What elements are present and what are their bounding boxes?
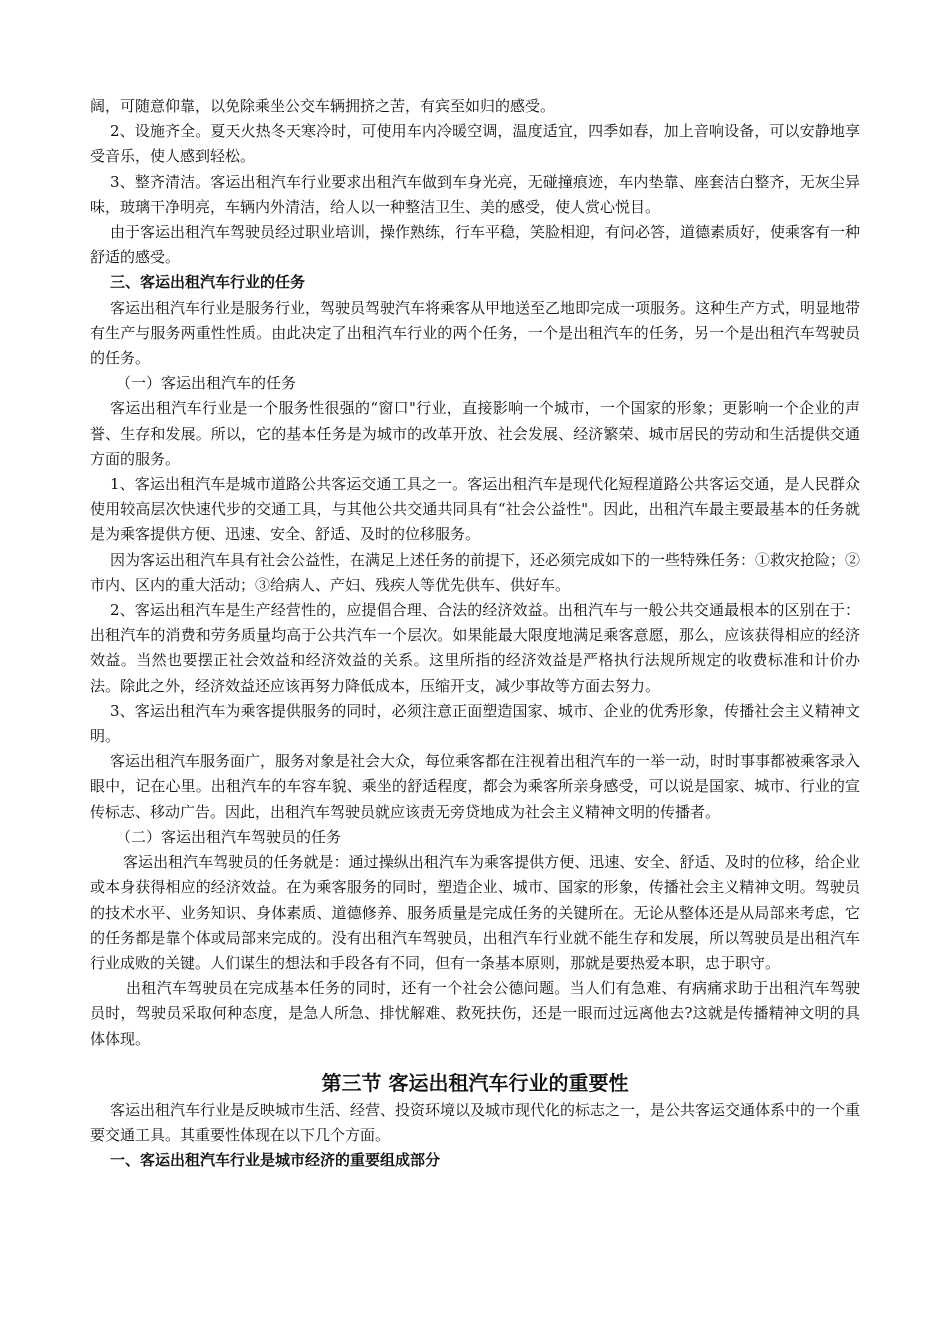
- paragraph-public-attention: 客运出租汽车服务面广，服务对象是社会大众，每位乘客都在注视着出租汽车的一举一动，时时事事都被乘客录入眼中，记在心里。出租汽车的车容车貌、乘坐的舒适程度，都会为乘客所亲身感受，可以说是国家、城市、行业的宣传标志、移动广告。因此，出租汽车驾驶员就应该责无旁贷地成为社会主义精神文明的传播者。: [90, 752, 861, 821]
- paragraph-image-building: 3、客运出租汽车为乘客提供服务的同时，必须注意正面塑造国家、城市、企业的优秀形象，传播社会主义精神文明。: [90, 701, 860, 746]
- heading-industry-tasks: 三、客运出租汽车行业的任务: [110, 273, 306, 292]
- paragraph-window-industry: 客运出租汽车行业是一个服务性很强的“窗口"行业，直接影响一个城市，一个国家的形象；更影响一个企业的声誉、生存和发展。所以，它的基本任务是为城市的改革开放、社会发展、经济繁荣、城市居民的劳动和生活提供交通方面的服务。: [90, 399, 860, 468]
- subheading-driver-tasks: （二）客运出租汽车驾驶员的任务: [116, 827, 342, 846]
- paragraph-importance-intro: 客运出租汽车行业是反映城市生活、经营、投资环境以及城市现代化的标志之一，是公共客运交通体系中的一个重要交通工具。其重要性体现在以下几个方面。: [90, 1100, 861, 1144]
- paragraph-economic-benefit: 2、客运出租汽车是生产经营性的，应提倡合理、合法的经济效益。出租汽车与一般公共交通最根本的区别在于：出租汽车的消费和劳务质量均高于公共汽车一个层次。如果能最大限度地满足乘客意愿，那么，应该获得相应的经济效益。当然也要摆正社会效益和经济效益的关系。这里所指的经济效益是严格执行法规所规定的收费标准和计价办法。除此之外，经济效益还应该再努力降低成本，压缩开支，减少事故等方面去努力。: [90, 601, 860, 695]
- paragraph-driver-training: 由于客运出租汽车驾驶员经过职业培训，操作熟练，行车平稳，笑脸相迎，有问必答，道德素质好，使乘客有一种舒适的感受。: [90, 223, 861, 267]
- paragraph-public-transport: 1、客运出租汽车是城市道路公共客运交通工具之一。客运出租汽车是现代化短程道路公共客运交通，是人民群众使用较高层次快速代步的交通工具，与其他公共交通共同具有“社会公益性"。因此，出租汽车最主要最基本的任务就是为乘客提供方便、迅速、安全、舒适、及时的位移服务。: [90, 475, 860, 544]
- paragraph-special-tasks: 因为客运出租汽车具有社会公益性，在满足上述任务的前提下，还必须完成如下的一些特殊任务：①救灾抢险；②市内、区内的重大活动；③给病人、产妇、残疾人等优先供车、供好车。: [90, 550, 861, 594]
- subheading-taxi-tasks: （一）客运出租汽车的任务: [116, 374, 297, 393]
- paragraph-service-nature: 客运出租汽车行业是服务行业，驾驶员驾驶汽车将乘客从甲地送至乙地即完成一项服务。这种生产方式，明显地带有生产与服务两重性性质。由此决定了出租汽车行业的两个任务，一个是出租汽车的任务，另一个是出租汽车驾驶员的任务。: [90, 298, 861, 368]
- heading-urban-economy: 一、客运出租汽车行业是城市经济的重要组成部分: [110, 1151, 441, 1170]
- paragraph-social-morality: 出租汽车驾驶员在完成基本任务的同时，还有一个社会公德问题。当人们有急难、有病痛求助于出租汽车驾驶员时，驾驶员采取何种态度，是急人所急、排忧解难、救死扶伤，还是一眼而过远离他去?这就是传播精神文明的具体体现。: [90, 979, 860, 1048]
- paragraph-cleanliness: 3、整齐清洁。客运出租汽车行业要求出租汽车做到车身光亮，无碰撞痕迹，车内垫靠、座套洁白整齐，无灰尘异味，玻璃干净明亮，车辆内外清洁，给人以一种整洁卫生、美的感受，使人赏心悦目。: [90, 172, 860, 216]
- paragraph-facilities: 2、设施齐全。夏天火热冬天寒冷时，可使用车内冷暖空调，温度适宜，四季如春，加上音响设备，可以安静地享受音乐，使人感到轻松。: [90, 122, 860, 166]
- section-title: 第三节 客运出租汽车行业的重要性: [321, 1070, 629, 1095]
- paragraph-driver-duty: 客运出租汽车驾驶员的任务就是：通过操纵出租汽车为乘客提供方便、迅速、安全、舒适、及时的位移，给企业或本身获得相应的经济效益。在为乘客服务的同时，塑造企业、城市、国家的形象，传播社会主义精神文明。驾驶员的技术水平、业务知识、身体素质、道德修养、服务质量是完成任务的关键所在。无论从整体还是从局部来考虑，它的任务都是靠个体或局部来完成的。没有出租汽车驾驶员，出租汽车行业就不能生存和发展，所以驾驶员是出租汽车行业成败的关键。人们谋生的想法和手段各有不同，但有一条基本原则，那就是要热爱本职，忠于职守。: [90, 853, 860, 972]
- paragraph-comfort-end: 阔，可随意仰靠，以免除乘坐公交车辆拥挤之苦，有宾至如归的感受。: [90, 97, 556, 115]
